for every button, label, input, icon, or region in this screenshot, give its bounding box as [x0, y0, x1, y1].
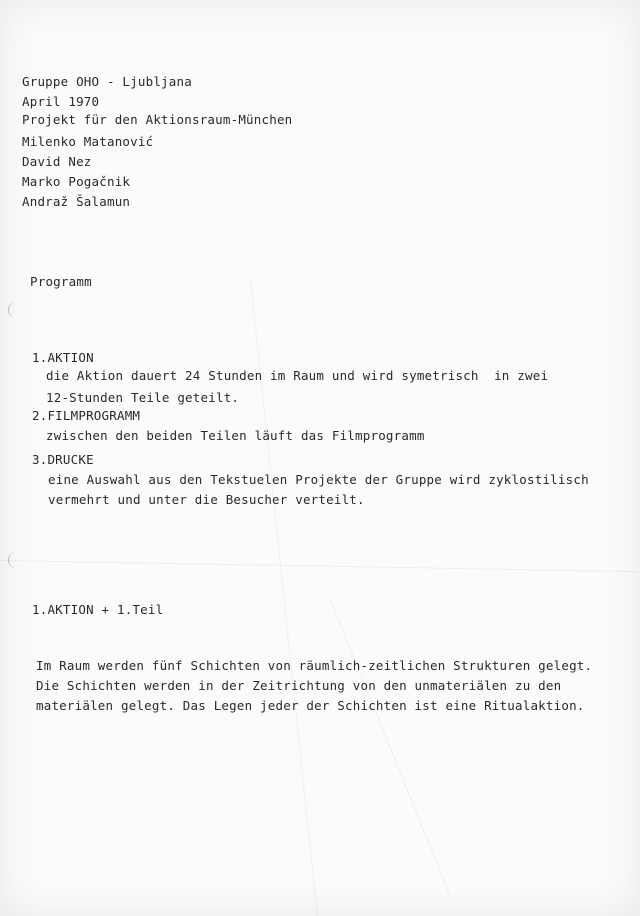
programm-item-title: 1.AKTION — [32, 350, 94, 365]
section-heading: 1.AKTION + 1.Teil — [32, 602, 164, 617]
header-line: Marko Pogačnik — [22, 174, 131, 189]
header-line: Gruppe OHO - Ljubljana — [22, 74, 192, 89]
header-line: Milenko Matanović — [22, 134, 154, 149]
section-body-line: materiälen gelegt. Das Legen jeder der Schichten ist eine Ritualaktion. — [36, 698, 585, 713]
paper-crease — [330, 600, 451, 897]
programm-item-title: 2.FILMPROGRAMM — [32, 408, 141, 423]
punch-hole — [8, 302, 23, 318]
programm-item-line: zwischen den beiden Teilen läuft das Filmprogramm — [46, 428, 425, 443]
section-body-line: Die Schichten werden in der Zeitrichtung von den unmateriälen zu den — [36, 678, 562, 693]
section-body-line: Im Raum werden fünf Schichten von räumlich-zeitlichen Strukturen gelegt. — [36, 658, 593, 673]
header-line: Andraž Šalamun — [22, 194, 131, 209]
programm-heading: Programm — [30, 274, 92, 289]
programm-item-title: 3.DRUCKE — [32, 452, 94, 467]
programm-item-line: die Aktion dauert 24 Stunden im Raum und wird symetrisch in zwei — [46, 368, 549, 383]
programm-item-line: 12-Stunden Teile geteilt. — [46, 390, 240, 405]
paper-crease — [0, 560, 640, 572]
header-line: April 1970 — [22, 94, 100, 109]
programm-item-line: eine Auswahl aus den Tekstuelen Projekte der Gruppe wird zyklostilisch — [48, 472, 589, 487]
header-line: David Nez — [22, 154, 92, 169]
programm-item-line: vermehrt und unter die Besucher verteilt. — [48, 492, 365, 507]
header-line: Projekt für den Aktionsraum-München — [22, 112, 293, 127]
punch-hole — [8, 552, 23, 568]
